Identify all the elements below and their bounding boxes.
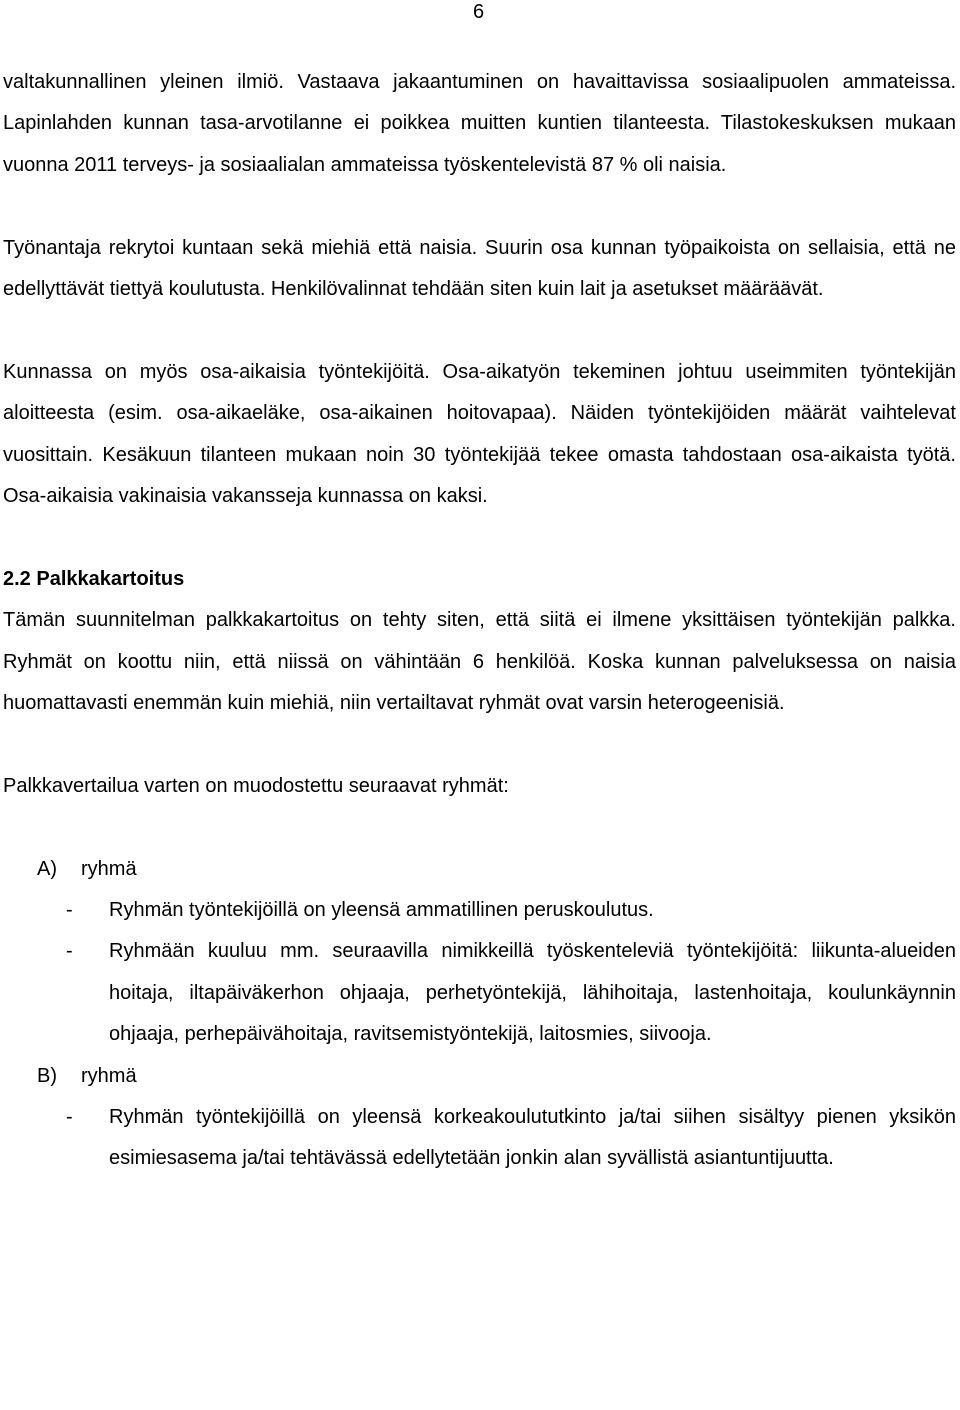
list-item — [3, 931, 956, 1055]
paragraph-gender-distribution: valtakunnallinen yleinen ilmiö. Vastaava jakaantuminen on havaittavissa sosiaalipuolen ammateissa. Lapinlahden kunnan tasa-arvotilanne ei poikkea muitten kuntien tilanteesta. Tilastokeskuksen mukaan vuonna 2011 terveys- ja sosiaalialan ammateissa työskentelevistä 87 % oli naisia. — [3, 71, 956, 176]
list-item — [3, 1097, 956, 1180]
group-a-name: ryhmä — [81, 857, 137, 880]
bullet-text: Ryhmän työntekijöillä on yleensä korkeakoulututkinto ja/tai siihen sisältyy pienen yksikön esimiesasema ja/tai tehtävässä edellytetään jonkin alan syvällistä asiantuntijuutta. — [109, 1106, 956, 1170]
bullet-marker: - — [66, 899, 73, 922]
group-b-title — [3, 1056, 956, 1097]
group-a — [3, 849, 956, 1056]
bullet-text: Ryhmään kuuluu mm. seuraavilla nimikkeillä työskenteleviä työntekijöitä: liikunta-alueiden hoitaja, iltapäiväkerhon ohjaaja, perhetyöntekijä, lähihoitaja, lastenhoitaja, koulunkäynnin ohjaaja, perhepäivähoitaja, ravitsemistyöntekijä, laitosmies, siivooja. — [109, 940, 956, 1046]
group-b-name: ryhmä — [81, 1064, 137, 1087]
document-body — [3, 62, 956, 1180]
group-a-title — [3, 849, 956, 890]
paragraph-part-time: Kunnassa on myös osa-aikaisia työntekijöitä. Osa-aikatyön tekeminen johtuu useimmiten työntekijän aloitteesta (esim. osa-aikaeläke, osa-aikainen hoitovapaa). Näiden työntekijöiden määrät vaihtelevat vuosittain. Kesäkuun tilanteen mukaan noin 30 työntekijää tekee omasta tahdostaan osa-aikaista työtä. Osa-aikaisia vakinaisia vakansseja kunnassa on kaksi. — [3, 360, 956, 508]
bullet-marker: - — [66, 1106, 73, 1129]
list-item — [3, 890, 956, 931]
group-a-letter: A) — [37, 857, 57, 880]
group-b-letter: B) — [37, 1064, 57, 1087]
group-b — [3, 1056, 956, 1180]
paragraph-groups-intro: Palkkavertailua varten on muodostettu seuraavat ryhmät: — [3, 774, 509, 797]
bullet-marker: - — [66, 940, 73, 963]
group-a-bullets — [3, 890, 956, 1056]
paragraph-salary-survey: Tämän suunnitelman palkkakartoitus on tehty siten, että siitä ei ilmene yksittäisen työntekijän palkka. Ryhmät on koottu niin, että niissä on vähintään 6 henkilöä. Koska kunnan palveluksessa on naisia huomattavasti enemmän kuin miehiä, niin vertailtavat ryhmät ovat varsin heterogeenisiä. — [3, 609, 956, 715]
page-number: 6 — [473, 1, 485, 23]
paragraph-recruitment: Työnantaja rekrytoi kuntaan sekä miehiä että naisia. Suurin osa kunnan työpaikoista on sellaisia, että ne edellyttävät tiettyä koulutusta. Henkilövalinnat tehdään siten kuin lait ja asetukset määräävät. — [3, 236, 956, 301]
bullet-text: Ryhmän työntekijöillä on yleensä ammatillinen peruskoulutus. — [109, 899, 654, 922]
group-b-bullets — [3, 1097, 956, 1180]
section-heading: 2.2 Palkkakartoitus — [3, 567, 185, 590]
